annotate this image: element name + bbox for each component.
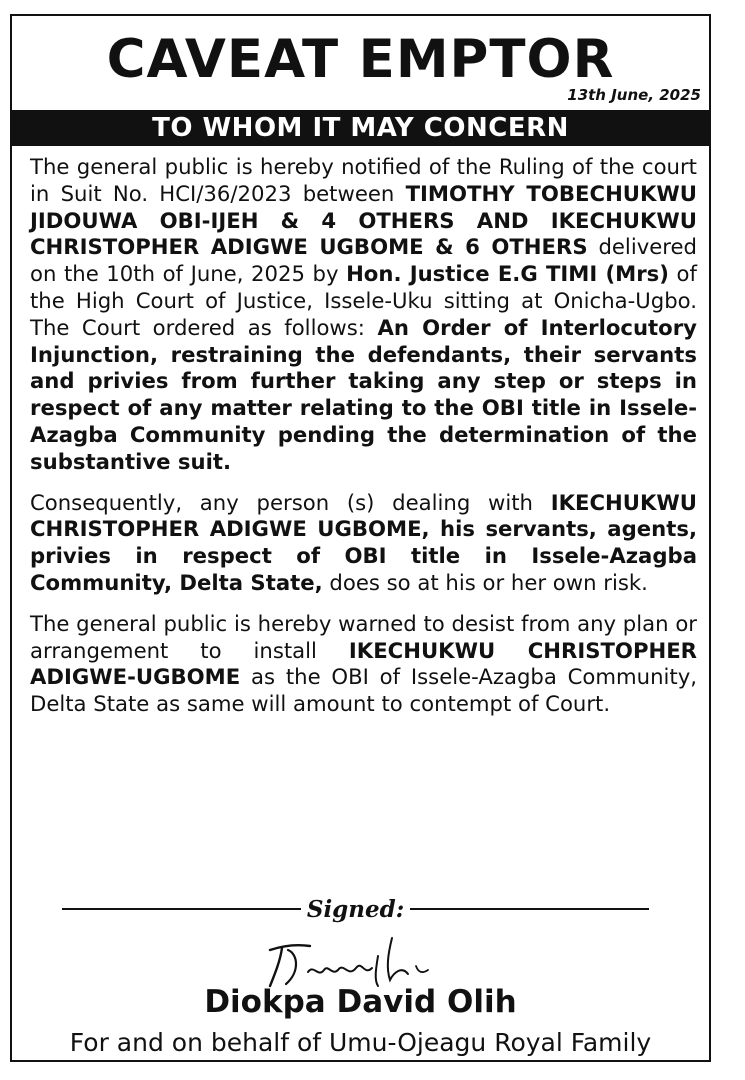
p3-text-a: The general public is hereby warned to desist from any plan or arrangement to install bbox=[30, 610, 697, 663]
signed-label: Signed: bbox=[306, 895, 405, 923]
paragraph-consequently bbox=[30, 490, 697, 597]
subtitle-band: TO WHOM IT MAY CONCERN bbox=[12, 110, 709, 146]
p2-text-c: does so at his or her own risk. bbox=[322, 569, 648, 595]
paragraph-warning bbox=[30, 611, 697, 718]
signed-row bbox=[62, 894, 649, 924]
signatory-name: Diokpa David Olih bbox=[204, 984, 517, 1020]
p1-parties: TIMOTHY TOBECHUKWU JIDOUWA OBI-IJEH & 4 OTHERS AND IKECHUKWU CHRISTOPHER ADIGWE UGBOME & 6 OTHERS bbox=[30, 180, 697, 260]
p3-text-c: as the OBI of Issele-Azagba Community, Delta State as same will amount to contempt of Court. bbox=[30, 664, 697, 717]
paragraph-ruling bbox=[30, 154, 697, 476]
signed-rule-right bbox=[410, 908, 649, 910]
notice-date: 13th June, 2025 bbox=[567, 86, 701, 104]
p3-subject: IKECHUKWU CHRISTOPHER ADIGWE-UGBOME bbox=[30, 637, 697, 690]
handwritten-signature bbox=[252, 928, 452, 992]
signed-rule-left bbox=[62, 908, 301, 910]
p1-order: An Order of Interlocutory Injunction, restraining the defendants, their servants and privies from further taking any step or steps in respect of any matter relating to the OBI title in Issele-Azagba Community pending the determination of the substantive suit. bbox=[30, 314, 697, 474]
p1-judge: Hon. Justice E.G TIMI (Mrs) bbox=[346, 261, 669, 287]
p1-text-c: delivered on the 10th of June, 2025 by bbox=[30, 234, 698, 287]
notice-body bbox=[30, 154, 697, 732]
notice-title: CAVEAT EMPTOR bbox=[106, 29, 615, 90]
p2-subject: IKECHUKWU CHRISTOPHER ADIGWE UGBOME, his servants, agents, privies in respect of OBI title in Issele-Azagba Community, Delta State, bbox=[30, 489, 697, 595]
p2-text-a: Consequently, any person (s) dealing with bbox=[30, 489, 551, 515]
notice-frame bbox=[10, 14, 711, 1062]
on-behalf-line: For and on behalf of Umu-Ojeagu Royal Family bbox=[69, 1028, 652, 1057]
p1-text-e: of the High Court of Justice, Issele-Uku sitting at Onicha-Ugbo. The Court ordered as follows: bbox=[30, 261, 697, 340]
p1-text-a: The general public is hereby notified of the Ruling of the court in Suit No. HCI/36/2023 between bbox=[30, 154, 697, 206]
